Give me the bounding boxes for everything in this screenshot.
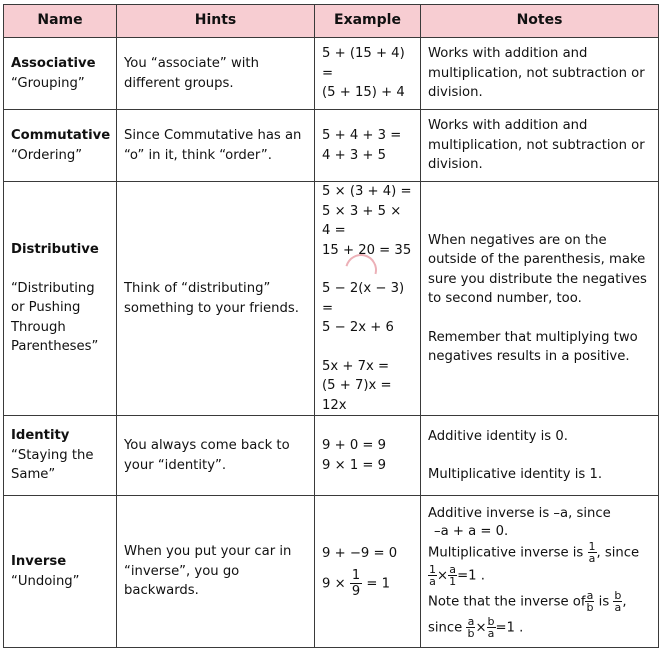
denominator: a: [588, 551, 596, 565]
name-cell: [4, 496, 117, 648]
notes-cell: [421, 416, 659, 496]
property-name: Distributive: [11, 242, 99, 258]
notes-cell: Works with addition and multiplication, not subtraction or division.: [421, 110, 659, 182]
times-sign: ×: [437, 568, 449, 583]
header-row: [4, 5, 659, 38]
example-line: 5x + 7x =: [322, 358, 390, 374]
note-line: When negatives are on the outside of the parenthesis, make sure you distribute the negatives to second number, too.: [428, 232, 647, 306]
denominator: b: [586, 600, 594, 614]
example-line: [322, 568, 413, 599]
property-alias: “Staying the: [11, 447, 94, 463]
name-cell: [4, 416, 117, 496]
note-text: =1 .: [495, 620, 524, 635]
header-name: Name: [4, 5, 117, 38]
notes-cell: [421, 182, 659, 416]
hint-cell: Think of “distributing” something to your friends.: [117, 182, 315, 416]
note-line: [428, 564, 651, 587]
note-line: Multiplicative identity is 1.: [428, 467, 603, 482]
numerator: a: [467, 614, 475, 628]
hint-cell: You “associate” with different groups.: [117, 38, 315, 110]
fraction: [448, 564, 457, 587]
hint-cell: When you put your car in “inverse”, you go backwards.: [117, 496, 315, 648]
table-row-associative: [4, 38, 659, 110]
denominator: a: [614, 600, 622, 614]
note-line: Additive inverse is –a, since: [428, 505, 611, 521]
table-row-inverse: [4, 496, 659, 648]
denominator: a: [487, 626, 495, 640]
property-alias: “Grouping”: [11, 75, 85, 91]
notes-cell: [421, 496, 659, 648]
denominator: b: [467, 626, 475, 640]
note-line: –a + a = 0.: [434, 523, 509, 539]
property-alias: or Pushing: [11, 300, 81, 316]
property-alias: Through: [11, 319, 66, 335]
times-sign: ×: [475, 620, 487, 635]
property-alias: “Undoing”: [11, 573, 80, 589]
notes-cell: Works with addition and multiplication, not subtraction or division.: [421, 38, 659, 110]
name-cell: [4, 38, 117, 110]
numerator: b: [614, 588, 622, 602]
fraction: [585, 590, 594, 613]
note-text: =1 .: [457, 568, 485, 583]
property-alias: “Ordering”: [11, 147, 83, 163]
example-cell: [315, 110, 421, 182]
header-example: Example: [315, 5, 421, 38]
example-line: 5 − 2(x − 3) =: [322, 281, 405, 316]
example-line: (5 + 7)x = 12x: [322, 378, 392, 413]
example-text: = 1: [366, 576, 390, 592]
fraction: [350, 568, 362, 599]
denominator: 1: [449, 574, 457, 588]
example-line: 5 + (15 + 4) =: [322, 46, 405, 81]
property-alias: “Distributing: [11, 280, 95, 296]
numerator: a: [586, 588, 594, 602]
example-line: 5 + 4 + 3 =: [322, 128, 402, 143]
example-cell: [315, 496, 421, 648]
numerator: 1: [429, 562, 436, 576]
fraction: [588, 541, 597, 564]
fraction: [466, 616, 475, 639]
property-name: Inverse: [11, 554, 67, 569]
note-text: since: [428, 620, 463, 635]
note-line: Note that the inverse of $\frac{a}{b}$ is $\frac{b}{a}$ ,: [428, 588, 627, 614]
example-line: 9 × 1 = 9: [322, 457, 387, 473]
denominator: 9: [351, 583, 361, 599]
properties-table: [3, 4, 659, 648]
property-name: Identity: [11, 428, 70, 444]
numerator: a: [449, 562, 456, 576]
numerator: b: [487, 614, 495, 628]
example-line: (5 + 15) + 4: [322, 85, 405, 101]
note-line: [428, 616, 651, 639]
property-name: Associative: [11, 56, 96, 71]
example-cell: [315, 38, 421, 110]
header-hints: Hints: [117, 5, 315, 38]
fraction: [487, 616, 496, 639]
example-line: 4 + 3 + 5: [322, 147, 387, 163]
note-text: , since: [596, 545, 640, 560]
numerator: 1: [351, 567, 361, 583]
property-alias: Parentheses”: [11, 339, 99, 355]
hint-cell: Since Commutative has an “o” in it, think “order”.: [117, 110, 315, 182]
name-cell: [4, 182, 117, 416]
note-line: Remember that multiplying two negatives results in a positive.: [428, 329, 638, 364]
example-line: 15 + 20 = 35: [322, 242, 412, 258]
example-line: 5 × 3 + 5 × 4 =: [322, 203, 402, 238]
example-text: 9 ×: [322, 576, 346, 592]
fraction: [428, 564, 437, 587]
example-line: 9 + 0 = 9: [322, 438, 387, 453]
example-line: 5 − 2x + 6: [322, 320, 394, 335]
note-text: is: [598, 594, 610, 609]
property-name: Commutative: [11, 128, 111, 143]
table-row-commutative: [4, 110, 659, 182]
property-alias: Same”: [11, 467, 56, 483]
example-cell: [315, 182, 421, 416]
hint-cell: You always come back to your “identity”.: [117, 416, 315, 496]
table-row-distributive: [4, 182, 659, 416]
table-row-identity: [4, 416, 659, 496]
example-line: 5 × (3 + 4) =: [322, 184, 412, 199]
note-text: Multiplicative inverse is: [428, 545, 584, 560]
note-text: Note that the inverse of: [428, 594, 586, 609]
example-cell: [315, 416, 421, 496]
note-line: Additive identity is 0.: [428, 428, 568, 444]
header-notes: Notes: [421, 5, 659, 38]
example-line: 9 + −9 = 0: [322, 546, 398, 562]
denominator: a: [429, 574, 436, 588]
numerator: 1: [588, 539, 596, 553]
name-cell: [4, 110, 117, 182]
note-line: [428, 541, 651, 564]
